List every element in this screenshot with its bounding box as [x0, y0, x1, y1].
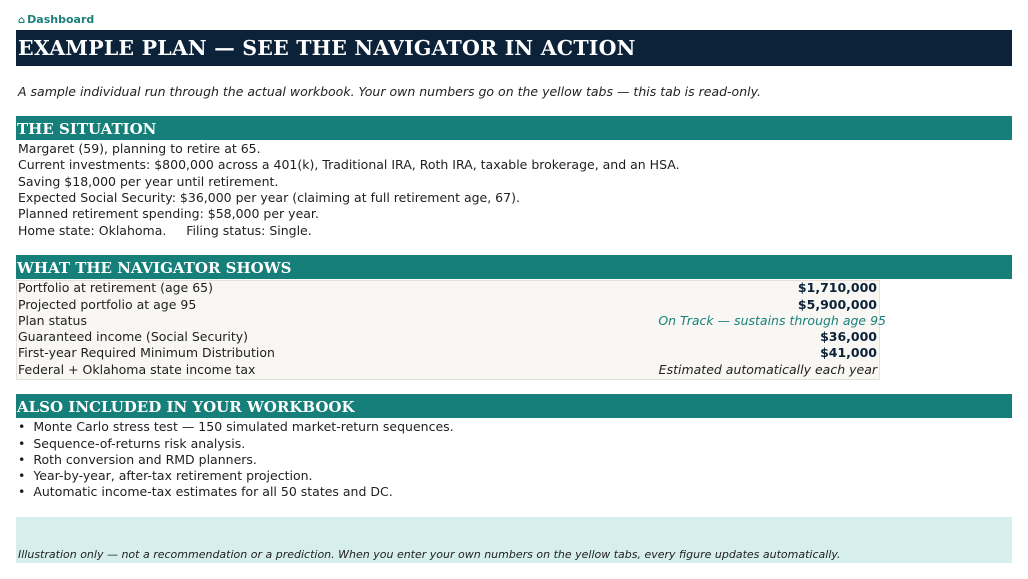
- metric-value: $41,000: [820, 345, 877, 360]
- list-item-text: Roth conversion and RMD planners.: [33, 452, 257, 467]
- metric-value: Estimated automatically each year: [658, 362, 877, 377]
- list-item-text: Automatic income-tax estimates for all 50 states and DC.: [33, 484, 393, 499]
- page-title: EXAMPLE PLAN — SEE THE NAVIGATOR IN ACTION: [18, 36, 636, 60]
- list-item: • Monte Carlo stress test — 150 simulated market-return sequences.: [18, 419, 454, 434]
- page-subtitle: A sample individual run through the actual workbook. Your own numbers go on the yellow tabs — this tab is read-only.: [18, 84, 762, 99]
- list-item: • Sequence-of-returns risk analysis.: [18, 436, 246, 451]
- disclaimer-text: Illustration only — not a recommendation or a prediction. When you enter your own numbers on the yellow tabs, every figure updates automatically.: [18, 548, 841, 561]
- metric-value: $1,710,000: [797, 280, 877, 295]
- situation-line: Current investments: $800,000 across a 401(k), Traditional IRA, Roth IRA, taxable brokerage, and an HSA.: [18, 157, 680, 172]
- situation-line: Planned retirement spending: $58,000 per year.: [18, 206, 319, 221]
- section-title: THE SITUATION: [17, 120, 157, 138]
- situation-line: Expected Social Security: $36,000 per year (claiming at full retirement age, 67).: [18, 190, 520, 205]
- list-item: • Year-by-year, after-tax retirement projection.: [18, 468, 313, 483]
- metric-value: $5,900,000: [797, 297, 877, 312]
- list-item-text: Year-by-year, after-tax retirement projection.: [33, 468, 313, 483]
- metric-label: Portfolio at retirement (age 65): [18, 280, 213, 295]
- situation-line: Home state: Oklahoma. Filing status: Single.: [18, 223, 312, 238]
- metric-label: Guaranteed income (Social Security): [18, 329, 249, 344]
- situation-line: Saving $18,000 per year until retirement.: [18, 174, 279, 189]
- metric-label: First-year Required Minimum Distribution: [18, 345, 275, 360]
- plan-status-value: On Track — sustains through age 95: [658, 313, 886, 328]
- metric-label: Federal + Oklahoma state income tax: [18, 362, 256, 377]
- section-title: WHAT THE NAVIGATOR SHOWS: [17, 259, 292, 277]
- metric-label: Plan status: [18, 313, 87, 328]
- section-title: ALSO INCLUDED IN YOUR WORKBOOK: [17, 398, 355, 416]
- section-header-included: [16, 394, 1012, 418]
- list-item: • Roth conversion and RMD planners.: [18, 452, 257, 467]
- breadcrumb-label: Dashboard: [27, 13, 95, 26]
- breadcrumb-dashboard-link[interactable]: [18, 13, 94, 26]
- metric-value: $36,000: [820, 329, 877, 344]
- situation-line: Margaret (59), planning to retire at 65.: [18, 141, 261, 156]
- section-header-navigator: [16, 255, 1012, 279]
- section-header-situation: [16, 116, 1012, 140]
- metric-label: Projected portfolio at age 95: [18, 297, 197, 312]
- home-icon: ⌂: [18, 15, 26, 26]
- page-title-bar: [16, 30, 1012, 66]
- list-item-text: Sequence-of-returns risk analysis.: [33, 436, 246, 451]
- list-item: • Automatic income-tax estimates for all 50 states and DC.: [18, 484, 393, 499]
- list-item-text: Monte Carlo stress test — 150 simulated market-return sequences.: [33, 419, 454, 434]
